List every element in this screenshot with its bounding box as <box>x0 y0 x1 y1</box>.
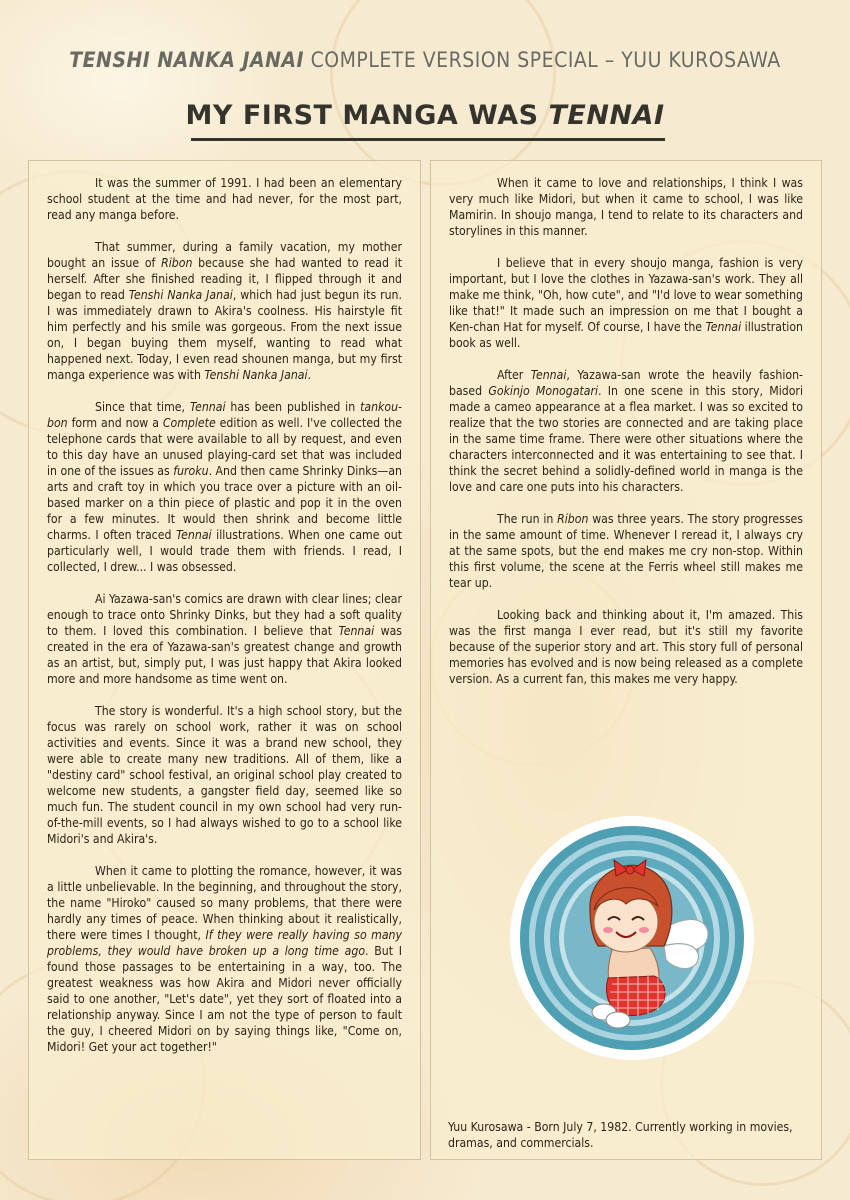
page-header <box>0 48 850 72</box>
italic-text: If they were really having so many problems, they would have broken up a long time ago <box>47 928 402 958</box>
title-italic: TENNAI <box>548 100 665 131</box>
paragraph <box>47 175 402 223</box>
italic-text: Ribon <box>161 256 193 270</box>
paragraph <box>47 863 402 1055</box>
text-run: The run in <box>497 512 558 526</box>
angel-girl-chibi-illustration <box>508 814 756 1062</box>
text-run: I believe that in every shoujo manga, fashion is very important, but I love the clothes in Yazawa-san's work. They all make me think, "Oh, how cute", and "I'd love to wear something like that!" It made such an impression on me that I bought a Ken-chan Hat for myself. Of course, I have the <box>449 256 804 334</box>
italic-text: Tennai <box>530 368 567 382</box>
text-run: When it came to love and relationships, I think I was very much like Midori, but when it came to school, I was like Mamirin. In shoujo manga, I tend to relate to its characters and storylines in this manner. <box>449 176 803 238</box>
text-run: Ai Yazawa-san's comics are drawn with clear lines; clear enough to trace onto Shrinky Dinks, but they had a soft quality to them. I loved this combination. I believe that <box>47 592 402 638</box>
series-title: TENSHI NANKA JANAI <box>69 48 305 72</box>
italic-text: Tennai <box>338 624 375 638</box>
paragraph <box>47 399 402 575</box>
text-run: Looking back and thinking about it, I'm amazed. This was the first manga I ever read, but it's still my favorite because of the superior story and art. This story full of personal memories has evolved and is now being released as a complete version. As a current fan, this makes me very happy. <box>449 608 803 686</box>
paragraph <box>47 591 402 687</box>
left-text-column <box>28 160 421 1160</box>
italic-text: Gokinjo Monogatari <box>488 384 599 398</box>
italic-text: Tenshi Nanka Janai <box>128 288 233 302</box>
italic-text: tankou-bon <box>47 400 402 430</box>
text-run: . <box>307 368 312 382</box>
italic-text: Ribon <box>557 512 589 526</box>
italic-text: Tennai <box>705 320 742 334</box>
paragraph <box>449 175 803 239</box>
text-run: illustrations. When one came out particularly well, I would trade them with friends. I read, I collected, I drew... I was obsessed. <box>47 528 402 574</box>
text-run: , Yazawa-san wrote the heavily fashion-based <box>449 368 803 398</box>
paragraph <box>449 255 803 351</box>
title-underline <box>191 138 665 141</box>
text-run: was created in the era of Yazawa-san's greatest change and growth as an artist, but, simply put, I was just happy that Akira looked more and more handsome as time went on. <box>47 624 403 686</box>
author-bio: Yuu Kurosawa - Born July 7, 1982. Currently working in movies, dramas, and commercials. <box>448 1120 793 1150</box>
italic-text: furoku <box>173 464 209 478</box>
paragraph <box>449 367 803 495</box>
title-main: MY FIRST MANGA WAS <box>185 100 549 131</box>
text-run: illustration book as well. <box>449 320 803 350</box>
text-run: When it came to plotting the romance, however, it was a little unbelievable. In the beginning, and throughout the story, the name "Hiroko" caused so many problems, that there were hardly any times of peace. When thinking about it realistically, there were times I thought, <box>47 864 402 942</box>
text-run: form and now a <box>67 416 163 430</box>
text-run: . But I found those passages to be entertaining in a way, too. The greatest weakness was how Akira and Midori never officially said to one another, "Let's date", yet they sort of floated into a relationship anyway. Since I am not the type of person to fault the guy, I cheered Midori on by saying things like, "Come on, Midori! Get your act together!" <box>47 944 402 1054</box>
text-run: has been published in <box>225 400 361 414</box>
italic-text: Tenshi Nanka Janai <box>204 368 308 382</box>
text-run: . And then came Shrinky Dinks—an arts and craft toy in which you trace over a picture with an oil-based marker on a thin piece of plastic and pop it in the oven for a few minutes. It would then shrink and become little charms. I often traced <box>47 464 402 542</box>
text-run: It was the summer of 1991. I had been an elementary school student at the time and had never, for the most part, read any manga before. <box>47 176 402 222</box>
italic-text: Complete <box>162 416 216 430</box>
text-run: edition as well. I've collected the telephone cards that were available to all by request, and even to this day have an unused playing-card set that was included in one of the issues as <box>47 416 402 478</box>
paragraph <box>47 239 402 383</box>
text-run: That summer, during a family vacation, my mother bought an issue of <box>47 240 402 270</box>
text-run: . In one scene in this story, Midori made a cameo appearance at a flea market. I was so excited to realize that the two stories are connected and are taking place in the same time frame. There were other situations where the characters interconnected and it was entertaining to see that. I think the secret behind a solidly-defined world in manga is the love and care one puts into his characters. <box>449 384 803 494</box>
italic-text: Tennai <box>175 528 212 542</box>
text-run: because she had wanted to read it herself. After she finished reading it, I flipped through it and began to read <box>47 256 402 302</box>
text-run: After <box>497 368 531 382</box>
header-subtitle: COMPLETE VERSION SPECIAL – YUU KUROSAWA <box>310 48 781 72</box>
paragraph <box>449 511 803 591</box>
text-run: The story is wonderful. It's a high school story, but the focus was rarely on school work, rather it was on school activities and events. Since it was a brand new school, they were able to create many new traditions. All of them, like a "destiny card" school festival, an original school play created to welcome new students, a gangster field day, seemed like so much fun. The student council in my own school had very run-of-the-mill events, so I had always wished to go to a school like Midori's and Akira's. <box>47 704 402 846</box>
text-run: , which had just begun its run. I was immediately drawn to Akira's coolness. His hairstyle fit him perfectly and his smile was gorgeous. From the next issue on, I began buying them myself, wanting to read what happened next. Today, I even read shounen manga, but my first manga experience was with <box>47 288 402 382</box>
text-run: Since that time, <box>95 400 190 414</box>
text-run: was three years. The story progresses in the same amount of time. Whenever I reread it, I always cry at the same spots, but the end makes me cry non-stop. Within this first volume, the scene at the Ferris wheel still makes me tear up. <box>449 512 803 590</box>
paragraph <box>449 607 803 687</box>
paragraph <box>47 703 402 847</box>
italic-text: Tennai <box>189 400 226 414</box>
page-title <box>0 100 850 131</box>
